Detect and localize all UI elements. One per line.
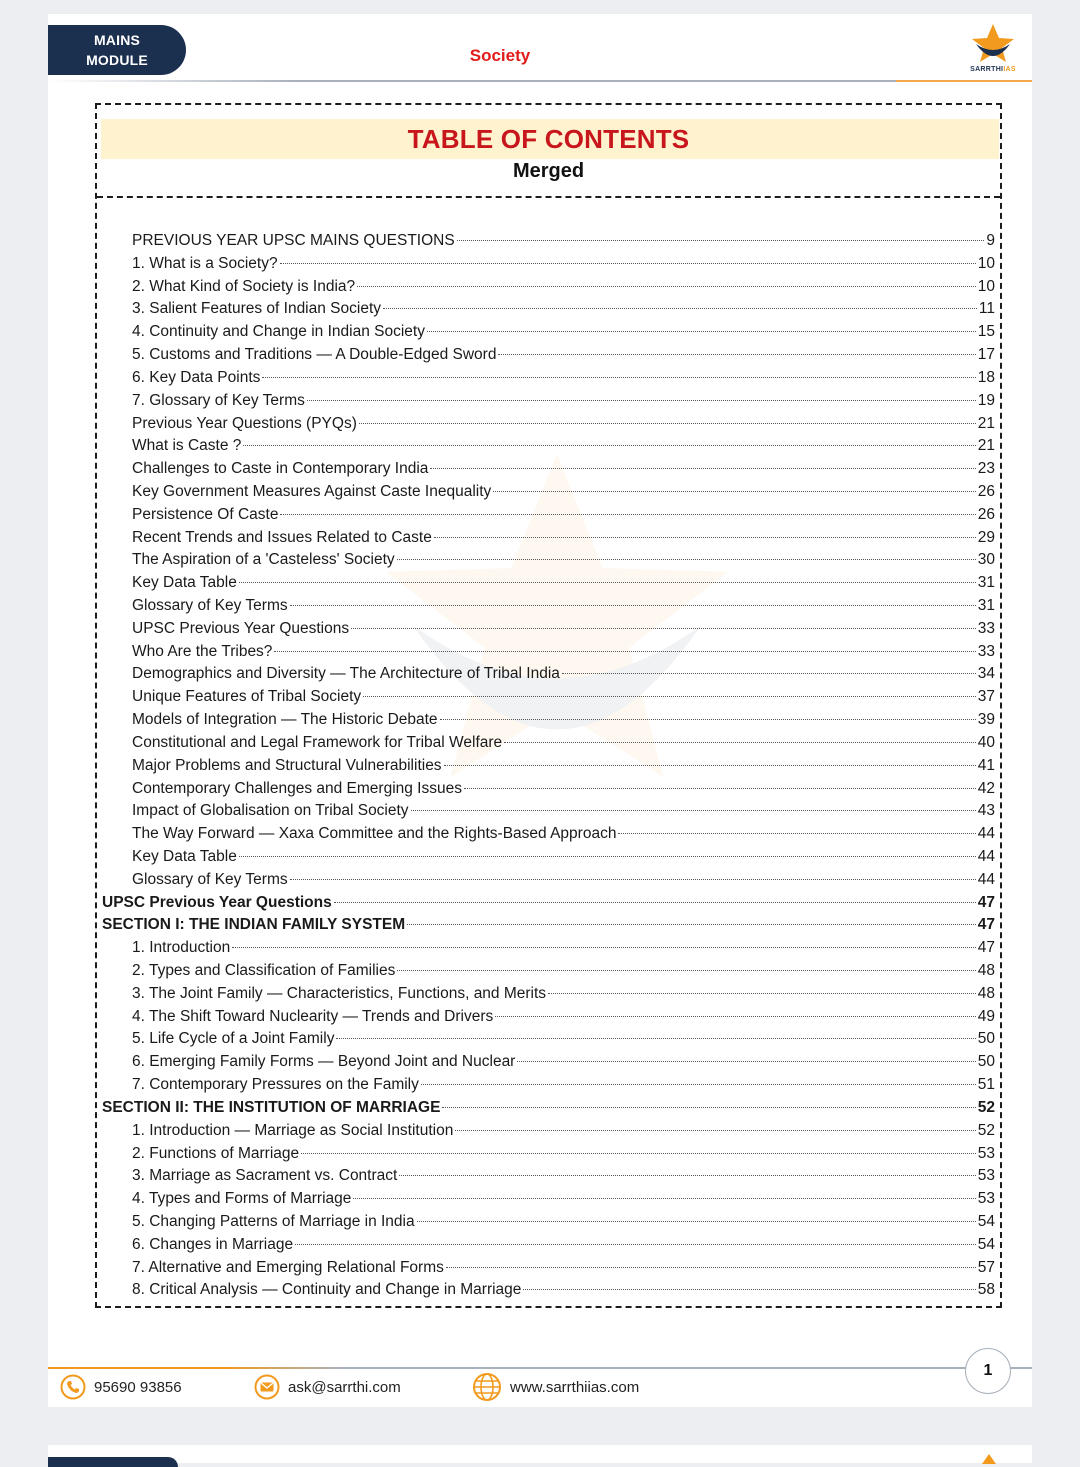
toc-entry[interactable] [102, 1236, 995, 1259]
toc-entry-page: 53 [977, 1190, 995, 1208]
toc-entry[interactable] [102, 1213, 995, 1236]
toc-entry-title: Glossary of Key Terms [132, 870, 288, 888]
toc-entry[interactable] [102, 323, 995, 346]
toc-leader-dots [548, 993, 976, 994]
toc-leader-dots [464, 788, 976, 789]
toc-entry[interactable] [102, 688, 995, 711]
toc-leader-dots [618, 833, 975, 834]
toc-entry-title: 5. Life Cycle of a Joint Family [132, 1030, 335, 1048]
toc-entry-title: Recent Trends and Issues Related to Caste [132, 528, 432, 546]
toc-entry[interactable] [102, 506, 995, 529]
logo-wordmark: SARRTHIIAS [970, 66, 1016, 73]
footer-website[interactable] [472, 1371, 639, 1403]
toc-leader-dots [444, 765, 976, 766]
toc-entry-page: 44 [977, 825, 995, 843]
phone-number: 95690 93856 [94, 1378, 182, 1396]
toc-entry-page: 48 [977, 984, 995, 1002]
toc-leader-dots [363, 696, 976, 697]
footer-email[interactable] [254, 1371, 401, 1403]
toc-entry[interactable] [102, 894, 995, 917]
toc-leader-dots [421, 1084, 976, 1085]
toc-entry-title: Key Data Table [132, 574, 237, 592]
toc-entry[interactable] [102, 597, 995, 620]
toc-leader-dots [523, 1289, 975, 1290]
toc-entry-title: Impact of Globalisation on Tribal Society [132, 802, 409, 820]
toc-leader-dots [232, 947, 976, 948]
toc-entry-title: Key Data Table [132, 847, 237, 865]
website-url: www.sarrthiias.com [510, 1378, 640, 1396]
toc-leader-dots [301, 1153, 976, 1154]
toc-leader-dots [407, 924, 976, 925]
toc-entry[interactable] [102, 483, 995, 506]
toc-entry-title: Demographics and Diversity — The Architecture of Tribal India [132, 665, 560, 683]
toc-entry-title: UPSC Previous Year Questions [132, 619, 350, 637]
toc-entry-page: 30 [977, 551, 995, 569]
header-rule [48, 80, 1032, 82]
toc-leader-dots [397, 970, 975, 971]
toc-entry[interactable] [102, 643, 995, 666]
toc-leader-dots [495, 1016, 976, 1017]
toc-leader-dots [359, 423, 976, 424]
toc-entry-page: 10 [977, 277, 995, 295]
toc-entry[interactable] [102, 255, 995, 278]
toc-entry-page: 54 [977, 1212, 995, 1230]
toc-entry-title: SECTION II: THE INSTITUTION OF MARRIAGE [102, 1098, 441, 1116]
toc-entry[interactable] [102, 1259, 995, 1282]
toc-leader-dots [440, 719, 976, 720]
toc-entry-title: 3. Salient Features of Indian Society [132, 300, 382, 318]
toc-entry[interactable] [102, 1145, 995, 1168]
toc-leader-dots [280, 263, 976, 264]
toc-entry[interactable] [102, 1122, 995, 1145]
toc-entry-page: 47 [977, 939, 995, 957]
toc-leader-dots [274, 651, 975, 652]
toc-entry[interactable] [102, 1190, 995, 1213]
toc-entry[interactable] [102, 529, 995, 552]
toc-entry[interactable] [102, 985, 995, 1008]
toc-leader-dots [239, 582, 976, 583]
toc-leader-dots [336, 1038, 975, 1039]
toc-leader-dots [290, 605, 976, 606]
toc-entry-title: Unique Features of Tribal Society [132, 688, 362, 706]
toc-entry[interactable] [102, 734, 995, 757]
toc-entry-page: 34 [977, 665, 995, 683]
toc-entry-title: 2. Functions of Marriage [132, 1144, 300, 1162]
toc-leader-dots [295, 1244, 976, 1245]
toc-entry-page: 47 [977, 916, 995, 934]
toc-entry[interactable] [102, 232, 995, 255]
toc-leader-dots [262, 377, 975, 378]
toc-entry-title: PREVIOUS YEAR UPSC MAINS QUESTIONS [132, 232, 455, 249]
toc-entry[interactable] [102, 665, 995, 688]
toc-entry[interactable] [102, 916, 995, 939]
toc-entry[interactable] [102, 300, 995, 323]
toc-entry[interactable] [102, 460, 995, 483]
toc-entry-page: 21 [977, 437, 995, 455]
toc-entry-page: 52 [977, 1121, 995, 1139]
toc-entry-title: Models of Integration — The Historic Debate [132, 711, 438, 729]
toc-entry-title: 5. Customs and Traditions — A Double-Edged Sword [132, 346, 497, 364]
toc-entry[interactable] [102, 620, 995, 643]
toc-entry-page: 31 [977, 597, 995, 614]
toc-leader-dots [399, 1175, 975, 1176]
toc-entry-title: 5. Changing Patterns of Marriage in India [132, 1212, 415, 1230]
toc-leader-dots [442, 1107, 975, 1108]
toc-entry-page: 26 [977, 482, 995, 500]
toc-leader-dots [307, 400, 976, 401]
toc-entry-title: 1. Introduction — Marriage as Social Institution [132, 1121, 454, 1139]
toc-leader-dots [357, 286, 976, 287]
toc-entry[interactable] [102, 939, 995, 962]
toc-entry-page: 53 [977, 1167, 995, 1185]
toc-subtitle: Merged [512, 160, 585, 182]
mail-icon [254, 1374, 280, 1400]
toc-entry-page: 26 [977, 505, 995, 523]
toc-entry-page: 47 [977, 893, 995, 911]
next-page-peek [48, 1445, 1032, 1463]
toc-entry-page: 15 [977, 323, 995, 341]
toc-entry[interactable] [102, 1099, 995, 1122]
toc-entry-page: 29 [977, 528, 995, 546]
toc-entry-title: 2. What Kind of Society is India? [132, 277, 356, 295]
toc-entry-page: 17 [977, 346, 995, 364]
toc-leader-dots [434, 537, 976, 538]
toc-leader-dots [457, 240, 985, 241]
toc-leader-dots [351, 628, 976, 629]
page-number: 1 [965, 1348, 1011, 1394]
toc-entry-page: 40 [977, 733, 995, 751]
toc-entry-page: 39 [977, 711, 995, 729]
toc-leader-dots [417, 1221, 976, 1222]
toc-entry-page: 50 [977, 1030, 995, 1048]
toc-entry-title: 3. Marriage as Sacrament vs. Contract [132, 1167, 398, 1185]
email-address: ask@sarrthi.com [288, 1378, 401, 1396]
toc-entry[interactable] [102, 1076, 995, 1099]
toc-entry-title: Glossary of Key Terms [132, 597, 288, 614]
next-page-module-tab [48, 1457, 178, 1467]
star-logo-icon [968, 22, 1018, 66]
module-label-line1: MAINS [93, 32, 141, 48]
toc-entry-title: Constitutional and Legal Framework for Tribal Welfare [132, 733, 503, 751]
toc-entry-page: 58 [977, 1281, 995, 1299]
toc-entry[interactable] [102, 848, 995, 871]
toc-entry-title: 6. Key Data Points [132, 368, 261, 386]
toc-entry-title: The Aspiration of a 'Casteless' Society [132, 551, 395, 569]
toc-entry[interactable] [102, 802, 995, 825]
toc-leader-dots [239, 856, 976, 857]
document-page [48, 14, 1032, 1407]
toc-entry[interactable] [102, 437, 995, 460]
toc-divider [97, 196, 1000, 198]
toc-leader-dots [504, 742, 976, 743]
toc-entry-title: 7. Contemporary Pressures on the Family [132, 1076, 419, 1094]
toc-entry-page: 11 [978, 300, 995, 318]
toc-entry-title: Who Are the Tribes? [132, 642, 273, 660]
toc-entry[interactable] [102, 1030, 995, 1053]
brand-logo [957, 22, 1029, 82]
toc-entry-title: 4. Types and Forms of Marriage [132, 1190, 352, 1208]
toc-leader-dots [280, 514, 975, 515]
toc-entry-page: 44 [977, 847, 995, 865]
toc-entry-page: 19 [977, 391, 995, 409]
toc-leader-dots [427, 331, 976, 332]
toc-entry-page: 41 [977, 756, 995, 774]
toc-entry-title: Challenges to Caste in Contemporary India [132, 460, 429, 478]
toc-entry-title: 4. Continuity and Change in Indian Society [132, 323, 425, 341]
toc-entry[interactable] [102, 780, 995, 803]
toc-entry-title: What is Caste ? [132, 437, 242, 455]
header-rule-accent [896, 80, 1032, 82]
toc-entry-title: 4. The Shift Toward Nuclearity — Trends and Drivers [132, 1007, 494, 1025]
toc-entry-page: 44 [977, 870, 995, 888]
toc-entry-page: 33 [977, 619, 995, 637]
toc-leader-dots [455, 1130, 975, 1131]
toc-leader-dots [446, 1267, 976, 1268]
toc-entry[interactable] [102, 871, 995, 894]
toc-entry-page: 23 [977, 460, 995, 478]
toc-entry-page: 9 [986, 232, 995, 249]
footer-rule [48, 1367, 1032, 1369]
toc-leader-dots [430, 468, 975, 469]
toc-leader-dots [353, 1198, 975, 1199]
toc-entry-page: 57 [977, 1258, 995, 1276]
toc-entry-page: 50 [977, 1053, 995, 1071]
toc-leader-dots [562, 673, 976, 674]
toc-entry[interactable] [102, 1167, 995, 1190]
toc-entry[interactable] [102, 415, 995, 438]
toc-entry[interactable] [102, 711, 995, 734]
toc-entry-page: 52 [977, 1098, 995, 1116]
module-label-line2: MODULE [86, 52, 148, 68]
subject-title: Society [469, 46, 531, 65]
toc-entry-title: Previous Year Questions (PYQs) [132, 414, 357, 432]
toc-entry-page: 37 [977, 688, 995, 706]
toc-leader-dots [498, 354, 975, 355]
toc-entry-title: UPSC Previous Year Questions [102, 893, 332, 911]
toc-entry[interactable] [102, 1008, 995, 1031]
toc-entry-page: 10 [977, 254, 995, 272]
toc-entry[interactable] [102, 369, 995, 392]
toc-entry-title: 7. Alternative and Emerging Relational Forms [132, 1258, 444, 1276]
globe-icon [472, 1372, 502, 1402]
toc-entry-title: 6. Changes in Marriage [132, 1235, 294, 1253]
toc-list [102, 232, 995, 1304]
toc-entry-title: 7. Glossary of Key Terms [132, 391, 305, 409]
toc-entry-title: 8. Critical Analysis — Continuity and Change in Marriage [132, 1281, 522, 1299]
toc-entry-title: Key Government Measures Against Caste Inequality [132, 482, 492, 500]
toc-entry-page: 51 [977, 1076, 995, 1094]
toc-entry[interactable] [102, 392, 995, 415]
phone-icon [60, 1374, 86, 1400]
toc-entry-page: 48 [977, 962, 995, 979]
toc-entry[interactable] [102, 825, 995, 848]
toc-entry-page: 53 [977, 1144, 995, 1162]
toc-entry[interactable] [102, 346, 995, 369]
toc-entry-page: 33 [977, 642, 995, 660]
toc-entry-title: SECTION I: THE INDIAN FAMILY SYSTEM [102, 916, 406, 934]
toc-entry[interactable] [102, 574, 995, 597]
toc-leader-dots [383, 308, 977, 309]
toc-entry-title: Contemporary Challenges and Emerging Issues [132, 779, 462, 797]
toc-entry-title: 2. Types and Classification of Families [132, 962, 396, 979]
footer-phone[interactable] [60, 1371, 182, 1403]
toc-title: TABLE OF CONTENTS [407, 124, 690, 154]
toc-entry[interactable] [102, 962, 995, 985]
toc-leader-dots [397, 559, 976, 560]
toc-entry-page: 43 [977, 802, 995, 820]
toc-leader-dots [411, 810, 976, 811]
toc-entry-page: 18 [977, 368, 995, 386]
toc-leader-dots [243, 445, 975, 446]
toc-entry-page: 49 [977, 1007, 995, 1025]
toc-leader-dots [334, 902, 976, 903]
toc-entry-title: 3. The Joint Family — Characteristics, Functions, and Merits [132, 984, 547, 1002]
toc-entry-title: Major Problems and Structural Vulnerabilities [132, 756, 442, 774]
toc-entry-title: 1. Introduction [132, 939, 231, 957]
toc-leader-dots [493, 491, 975, 492]
toc-entry-title: Persistence Of Caste [132, 505, 279, 523]
toc-entry-title: 1. What is a Society? [132, 254, 278, 272]
toc-entry-page: 54 [977, 1235, 995, 1253]
toc-frame [95, 103, 1002, 1308]
toc-entry-page: 42 [977, 779, 995, 797]
toc-entry[interactable] [102, 551, 995, 574]
toc-leader-dots [517, 1061, 975, 1062]
toc-entry[interactable] [102, 1281, 995, 1304]
toc-entry-page: 21 [977, 414, 995, 432]
toc-entry[interactable] [102, 1053, 995, 1076]
toc-entry-title: 6. Emerging Family Forms — Beyond Joint and Nuclear [132, 1053, 516, 1071]
toc-entry[interactable] [102, 757, 995, 780]
toc-entry-page: 31 [977, 574, 995, 592]
toc-entry-title: The Way Forward — Xaxa Committee and the Rights-Based Approach [132, 825, 617, 843]
toc-entry[interactable] [102, 278, 995, 301]
toc-leader-dots [290, 879, 976, 880]
